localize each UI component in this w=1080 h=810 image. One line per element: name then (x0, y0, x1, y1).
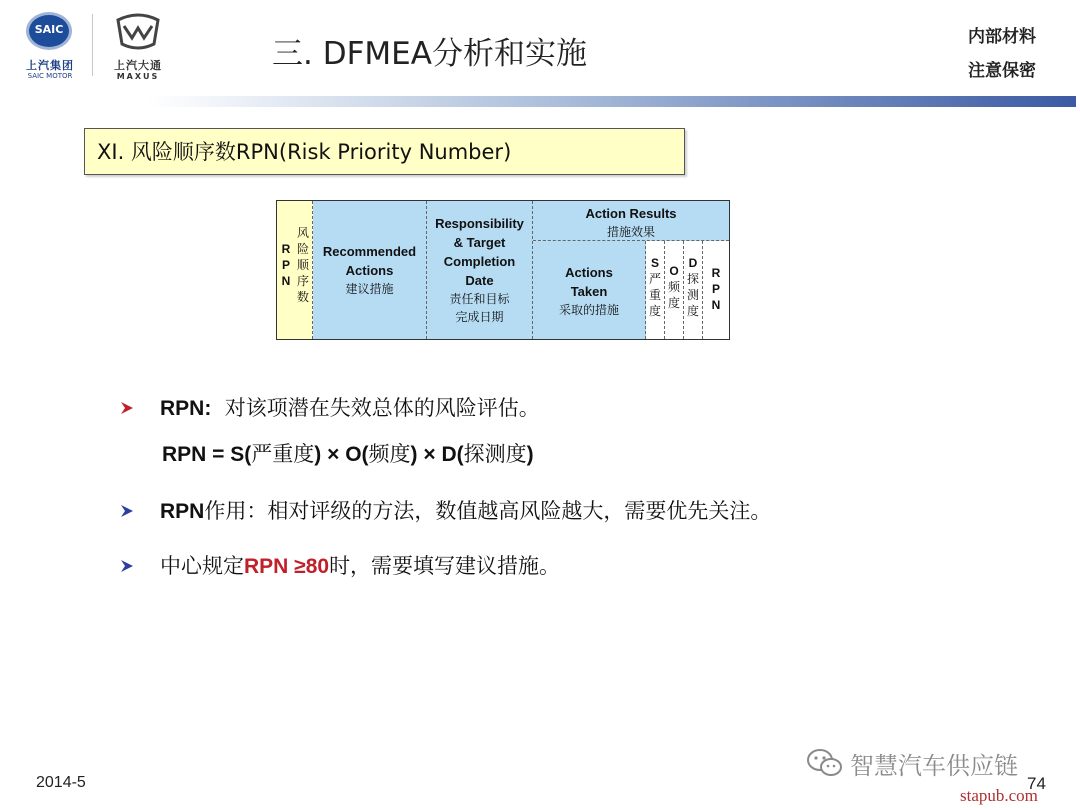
maxus-logo-cn: 上汽大通 (114, 59, 162, 72)
header-gradient-rule (148, 96, 1076, 107)
blue-arrow-bullet-icon (120, 504, 134, 518)
recommended-actions-zh: 建议措施 (345, 282, 394, 296)
rpn-right-letters: R P N (711, 266, 721, 312)
bullet-threshold-value: RPN ≥80 (244, 555, 330, 578)
maxus-logo (100, 10, 176, 80)
recommended-actions-en: Recommended Actions (322, 244, 417, 278)
maxus-logo-en: MAXUS (116, 72, 160, 81)
action-results-en: Action Results (585, 206, 677, 221)
occurrence-zh: 频 度 (667, 280, 680, 310)
saic-logo-en: SAIC MOTOR (27, 72, 73, 80)
formula-detection-zh: 探测度 (463, 442, 527, 466)
bullet-purpose-label: RPN (160, 500, 205, 523)
responsibility-zh: 责任和目标 完成日期 (449, 292, 510, 324)
responsibility-cell (427, 201, 533, 339)
bullet-rpn-text: 对该项潜在失效总体的风险评估。 (224, 396, 540, 420)
watermark (806, 746, 1018, 780)
formula-part-3: ) × D( (410, 443, 464, 466)
formula-occurrence-zh: 频度 (368, 442, 411, 466)
rpn-left-zh: 风 险 顺 序 数 (296, 226, 309, 304)
saic-logo (18, 10, 82, 80)
bullet-rpn-definition (120, 392, 540, 422)
rpn-right-cell (703, 241, 729, 339)
maxus-logo-mark (114, 12, 162, 52)
saic-logo-mark-text: SAIC (34, 23, 64, 36)
confidential-line-1: 内部材料 (968, 27, 1036, 47)
rpn-left-cell (277, 201, 313, 339)
formula-part-1: RPN = S( (162, 443, 252, 466)
red-arrow-bullet-icon (120, 401, 134, 415)
bullet-rpn-purpose (120, 495, 771, 525)
formula-part-4: ) (526, 443, 534, 466)
severity-zh: 严 重 度 (648, 272, 661, 318)
bullet-rpn-threshold (120, 550, 560, 580)
severity-cell (646, 241, 665, 339)
responsibility-en: Responsibility & Target Completion Date (435, 216, 524, 288)
actions-taken-en: Actions Taken (565, 265, 613, 299)
actions-taken-zh: 采取的措施 (558, 303, 619, 317)
occurrence-letter: O (669, 264, 679, 278)
section-heading: XI. 风险顺序数RPN(Risk Priority Number) (84, 128, 685, 175)
detection-zh: 探 测 度 (686, 272, 699, 318)
severity-letter: S (650, 256, 659, 270)
detection-cell (684, 241, 703, 339)
occurrence-cell (665, 241, 684, 339)
confidential-line-2: 注意保密 (968, 61, 1036, 81)
logo-divider (92, 14, 93, 76)
bullet-threshold-pre: 中心规定 (160, 554, 244, 578)
page-title: 三. DFMEA分析和实施 (272, 36, 587, 72)
recommended-actions-cell (313, 201, 427, 339)
site-watermark: stapub.com (960, 786, 1038, 805)
rpn-left-letters: R P N (281, 242, 291, 288)
action-results-zh: 措施效果 (606, 225, 655, 239)
detection-letter: D (688, 256, 698, 270)
formula-severity-zh: 严重度 (251, 442, 315, 466)
bullet-rpn-label: RPN: (160, 397, 212, 420)
bullet-threshold-post: 时，需要填写建议措施。 (329, 554, 561, 578)
bullet-purpose-text: 作用：相对评级的方法，数值越高风险越大，需要优先关注。 (204, 499, 772, 523)
action-results-cell (533, 201, 729, 241)
saic-logo-cn: 上汽集团 (26, 59, 74, 72)
wechat-icon (806, 748, 844, 778)
footer-date: 2014-5 (36, 774, 86, 791)
rpn-formula (162, 438, 534, 468)
actions-taken-cell (533, 241, 646, 339)
confidential-note (968, 20, 1036, 88)
formula-part-2: ) × O( (314, 443, 369, 466)
page-number: 74 (1027, 774, 1046, 793)
watermark-text: 智慧汽车供应链 (850, 751, 1018, 780)
blue-arrow-bullet-icon (120, 559, 134, 573)
fmea-header-table (276, 200, 730, 340)
